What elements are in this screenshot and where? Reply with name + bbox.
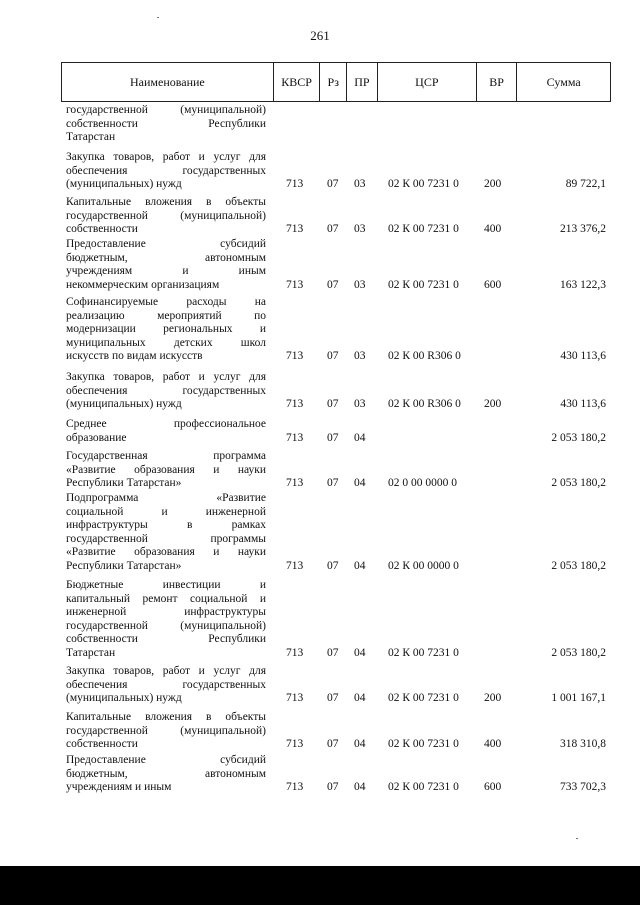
header-sum: Сумма <box>517 63 611 102</box>
row-name-line: социальной и инженерной <box>66 505 266 518</box>
row-pr: 04 <box>354 477 366 489</box>
row-csr: 02 К 00 7231 0 <box>388 223 459 235</box>
row-name-line: обеспечения государственных <box>66 164 266 177</box>
row-name-line: Подпрограмма «Развитие <box>66 492 266 504</box>
row-vr: 400 <box>484 223 502 235</box>
row-name <box>66 418 266 445</box>
row-name <box>66 238 266 292</box>
row-name-line: Предоставление субсидий <box>66 238 266 250</box>
row-name-line: (муниципальных) нужд <box>66 398 182 410</box>
row-name-line: собственности Республики <box>66 117 266 130</box>
row-name-line: государственной (муниципальной) <box>66 209 266 222</box>
row-name <box>66 151 266 192</box>
row-csr: 02 К 00 0000 0 <box>388 559 459 572</box>
row-sum: 2 053 180,2 <box>551 646 606 659</box>
row-kvsr: 713 <box>286 178 304 190</box>
row-name-line: обеспечения государственных <box>66 384 266 397</box>
row-rz: 07 <box>327 398 339 410</box>
row-pr: 04 <box>354 559 366 572</box>
row-name-line: модернизации региональных и <box>66 323 266 335</box>
row-sum: 430 113,6 <box>560 398 606 410</box>
row-rz: 07 <box>327 781 339 793</box>
row-rz: 07 <box>327 646 339 659</box>
row-vr: 400 <box>484 738 502 750</box>
scan-border <box>0 866 640 905</box>
row-name <box>66 665 266 706</box>
row-rz: 07 <box>327 278 339 291</box>
row-name-line: Республики Татарстан» <box>66 559 182 572</box>
page-number: 261 <box>310 28 330 43</box>
row-name-line: (муниципальных) нужд <box>66 692 182 704</box>
row-name-line: бюджетным, автономным <box>66 767 266 780</box>
row-kvsr: 713 <box>286 738 304 750</box>
row-name <box>66 104 266 145</box>
row-kvsr: 713 <box>286 350 304 362</box>
row-name <box>66 371 266 412</box>
row-kvsr: 713 <box>286 477 304 489</box>
row-name <box>66 196 266 237</box>
row-vr: 600 <box>484 278 502 291</box>
row-sum: 733 702,3 <box>560 781 606 793</box>
row-name-line: Софинансируемые расходы на <box>66 296 266 308</box>
row-name-line: Капитальные вложения в объекты <box>66 196 266 208</box>
row-name-line: Республики Татарстан» <box>66 477 182 489</box>
table-header <box>61 62 611 102</box>
row-name-line: Среднее профессиональное <box>66 418 266 430</box>
row-sum: 1 001 167,1 <box>551 692 606 704</box>
row-name-line: муниципальных детских школ <box>66 336 266 349</box>
row-csr: 02 К 00 7231 0 <box>388 692 459 704</box>
row-name-line: государственной (муниципальной) <box>66 724 266 737</box>
row-kvsr: 713 <box>286 559 304 572</box>
row-kvsr: 713 <box>286 781 304 793</box>
row-name-line: государственной программы <box>66 532 266 545</box>
row-name-line: некоммерческим организациям <box>66 278 220 291</box>
row-name <box>66 450 266 491</box>
row-sum: 2 053 180,2 <box>551 477 606 489</box>
row-rz: 07 <box>327 738 339 750</box>
row-name-line: обеспечения государственных <box>66 678 266 691</box>
row-vr: 200 <box>484 398 502 410</box>
row-name-line: реализацию мероприятий по <box>66 309 266 322</box>
row-csr: 02 К 00 7231 0 <box>388 738 459 750</box>
row-pr: 03 <box>354 278 366 291</box>
row-name-line: Закупка товаров, работ и услуг для <box>66 665 266 677</box>
row-csr: 02 К 00 7231 0 <box>388 781 459 793</box>
row-name-line: Татарстан <box>66 131 116 143</box>
row-name-line: Бюджетные инвестиции и <box>66 579 266 591</box>
row-name-line: собственности <box>66 223 138 235</box>
row-rz: 07 <box>327 431 339 444</box>
row-csr: 02 К 00 7231 0 <box>388 178 459 190</box>
row-pr: 04 <box>354 781 366 793</box>
row-kvsr: 713 <box>286 398 304 410</box>
row-name-line: учреждениям и иным <box>66 265 266 277</box>
row-name-line: бюджетным, автономным <box>66 251 266 264</box>
row-name <box>66 711 266 752</box>
row-csr: 02 К 00 7231 0 <box>388 646 459 659</box>
row-name <box>66 579 266 660</box>
row-pr: 04 <box>354 431 366 444</box>
row-name-line: государственной (муниципальной) <box>66 104 266 116</box>
row-name-line: инфраструктуры в рамках <box>66 519 266 531</box>
row-sum: 430 113,6 <box>560 350 606 362</box>
row-name-line: государственной (муниципальной) <box>66 619 266 632</box>
row-sum: 2 053 180,2 <box>551 431 606 444</box>
row-pr: 04 <box>354 692 366 704</box>
row-rz: 07 <box>327 350 339 362</box>
row-rz: 07 <box>327 692 339 704</box>
row-name-line: образование <box>66 431 127 444</box>
header-name: Наименование <box>62 63 274 102</box>
row-name <box>66 296 266 364</box>
row-kvsr: 713 <box>286 692 304 704</box>
row-pr: 03 <box>354 398 366 410</box>
row-kvsr: 713 <box>286 223 304 235</box>
row-name-line: собственности Республики <box>66 633 266 645</box>
row-name-line: Закупка товаров, работ и услуг для <box>66 371 266 383</box>
row-pr: 04 <box>354 738 366 750</box>
row-vr: 200 <box>484 178 502 190</box>
row-pr: 03 <box>354 223 366 235</box>
row-name-line: «Развитие образования и науки <box>66 463 266 476</box>
row-name <box>66 754 266 795</box>
row-sum: 163 122,3 <box>560 278 606 291</box>
scan-speck <box>157 17 159 18</box>
header-pr: ПР <box>347 63 378 102</box>
row-name-line: Татарстан <box>66 646 116 659</box>
scan-speck <box>576 838 578 839</box>
row-rz: 07 <box>327 477 339 489</box>
row-name-line: (муниципальных) нужд <box>66 178 182 190</box>
row-name-line: инженерной инфраструктуры <box>66 606 266 618</box>
row-pr: 03 <box>354 350 366 362</box>
row-kvsr: 713 <box>286 278 304 291</box>
header-kvsr: КВСР <box>273 63 320 102</box>
row-csr: 02 К 00 R306 0 <box>388 398 461 410</box>
row-kvsr: 713 <box>286 431 304 444</box>
row-csr: 02 0 00 0000 0 <box>388 477 457 489</box>
row-name-line: Закупка товаров, работ и услуг для <box>66 151 266 163</box>
row-sum: 2 053 180,2 <box>551 559 606 572</box>
row-name-line: капитальный ремонт социальной и <box>66 592 266 605</box>
row-pr: 04 <box>354 646 366 659</box>
row-name-line: Капитальные вложения в объекты <box>66 711 266 723</box>
row-vr: 200 <box>484 692 502 704</box>
row-name-line: «Развитие образования и науки <box>66 546 266 558</box>
row-csr: 02 К 00 R306 0 <box>388 350 461 362</box>
row-name-line: учреждениям и иным <box>66 781 172 793</box>
header-csr: ЦСР <box>377 63 476 102</box>
row-name-line: Государственная программа <box>66 450 266 462</box>
row-name-line: Предоставление субсидий <box>66 754 266 766</box>
row-name-line: искусств по видам искусств <box>66 350 203 362</box>
header-vr: ВР <box>476 63 516 102</box>
row-pr: 03 <box>354 178 366 190</box>
row-vr: 600 <box>484 781 502 793</box>
row-name-line: собственности <box>66 738 138 750</box>
row-sum: 89 722,1 <box>565 178 606 190</box>
row-csr: 02 К 00 7231 0 <box>388 278 459 291</box>
header-rz: Рз <box>320 63 347 102</box>
row-kvsr: 713 <box>286 646 304 659</box>
row-name <box>66 492 266 573</box>
row-rz: 07 <box>327 178 339 190</box>
row-rz: 07 <box>327 223 339 235</box>
row-rz: 07 <box>327 559 339 572</box>
row-sum: 213 376,2 <box>560 223 606 235</box>
row-sum: 318 310,8 <box>560 738 606 750</box>
